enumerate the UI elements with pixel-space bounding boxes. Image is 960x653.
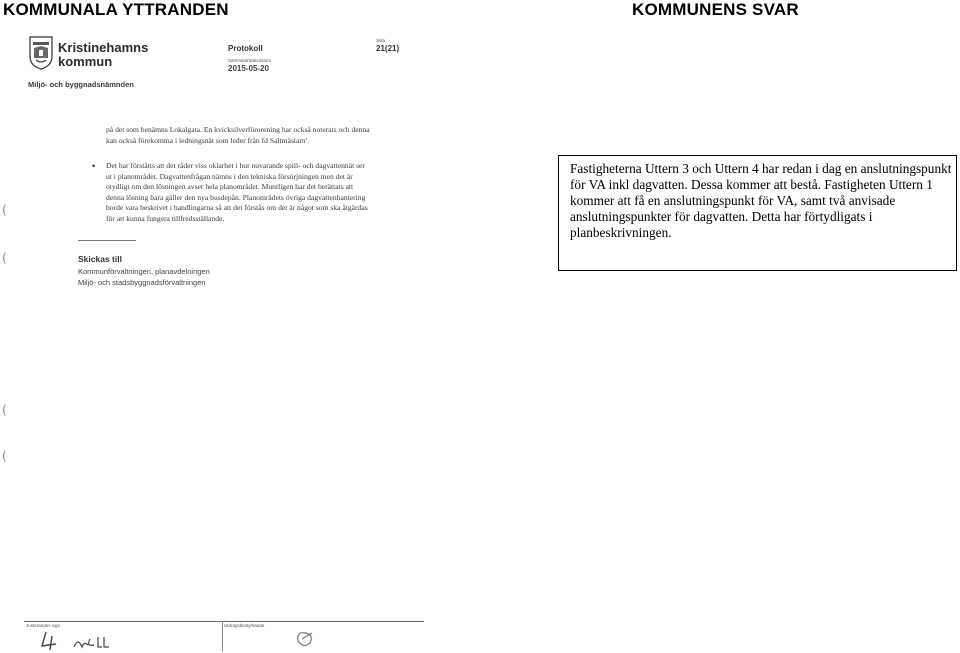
footer-separator: [222, 621, 223, 651]
municipal-crest-icon: [29, 36, 53, 70]
municipality-response-text: Fastigheterna Uttern 3 och Uttern 4 har redan i dag en anslutningspunkt för VA inkl dagvatten. Dessa kommer att bestå. Fastigheten Uttern 1 kommer att få en anslutningspunkt för VA, samt två anvisade anslutningspunkter för dagvatten. Detta har förtydligats i planbeskrivningen.: [570, 161, 952, 240]
right-column-heading: KOMMUNENS SVAR: [632, 0, 799, 19]
binder-hole-mark: (: [2, 203, 7, 217]
handwritten-signature-icon: [72, 633, 112, 651]
divider: [78, 240, 136, 241]
municipality-name: [58, 41, 148, 69]
extract-certification-label: Utdragsbestyrkande: [224, 623, 265, 628]
binder-hole-mark: (: [2, 251, 7, 265]
meeting-date-label: Sammanträdesdatum: [228, 58, 272, 63]
protocol-paragraph: på det som benämns Lokalgata. En kvicksilverförorening har också noterats och denna kan också förekomma i ledningsnät som leder från fd Saltmästarn'.: [106, 125, 370, 145]
footer-divider: [24, 621, 424, 622]
signature-label: Justerandes sign: [26, 623, 61, 628]
scanned-protocol-page: [0, 0, 470, 653]
bullet-icon: •: [92, 161, 96, 171]
protocol-paragraph: Det har förståtts att det råder viss oklarhet i hur nuvarande spill- och dagvattennät ser ut i planområdet. Dagvattenfrågan nämns i den tekniska försörjningen men det är otydligt om den lösningen avser hela planområdet. Muntligen har det berättats att denna lösning bara gäller den nya busdepån. Planområdets övriga dagvattenhantering borde vara beskrivet i handlingarna så att det förstås om det är något som ska åtgärdas för att kunna fungera tillfredsställande.: [106, 161, 368, 223]
committee-name: Miljö- och byggnadsnämnden: [28, 80, 134, 89]
meeting-date: 2015-05-20: [228, 64, 269, 73]
page-label: Sida: [376, 38, 386, 43]
sent-to-heading: Skickas till: [78, 254, 122, 264]
document-type: Protokoll: [228, 44, 263, 53]
municipality-name-line1: Kristinehamns: [58, 40, 149, 55]
page-number: 21(21): [376, 44, 400, 53]
handwritten-initials-icon: [292, 629, 318, 649]
binder-hole-mark: (: [2, 403, 7, 417]
sent-to-recipient: Kommunförvaltningen, planavdelningen: [78, 267, 210, 276]
sent-to-recipient: Miljö- och stadsbyggnadsförvaltningen: [78, 278, 206, 287]
municipality-response-box: [558, 155, 957, 271]
binder-hole-mark: (: [2, 449, 7, 463]
handwritten-initials-icon: [38, 630, 64, 652]
left-column-heading: KOMMUNALA YTTRANDEN: [3, 0, 229, 19]
municipality-name-line2: kommun: [58, 54, 113, 69]
